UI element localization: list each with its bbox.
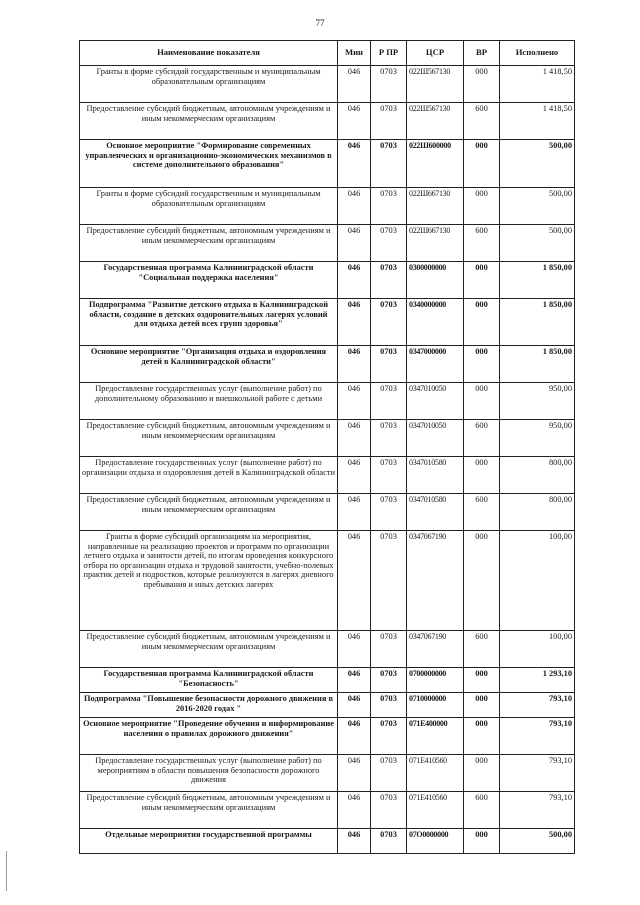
budget-execution-table: [79, 40, 575, 854]
cell-rpr: 0703: [371, 420, 407, 457]
cell-vr: 600: [464, 420, 500, 457]
page-number: 77: [315, 18, 325, 28]
cell-name: Предоставление государственных услуг (выполнение работ) по мероприятиям в области повышения безопасности дорожного движения: [80, 755, 338, 792]
cell-csr: 0347000000: [407, 346, 464, 383]
cell-done: 800,00: [500, 494, 575, 531]
table-row: [80, 457, 575, 494]
cell-csr: 0347010580: [407, 494, 464, 531]
cell-rpr: 0703: [371, 829, 407, 854]
cell-min: 046: [338, 829, 371, 854]
cell-min: 046: [338, 531, 371, 631]
cell-csr: 071Е410560: [407, 792, 464, 829]
cell-rpr: 0703: [371, 668, 407, 693]
cell-name: Отдельные мероприятия государственной программы: [80, 829, 338, 854]
cell-csr: 0347010050: [407, 420, 464, 457]
header-vr: ВР: [464, 41, 500, 66]
cell-csr: 0347067190: [407, 531, 464, 631]
cell-vr: 000: [464, 668, 500, 693]
cell-min: 046: [338, 755, 371, 792]
cell-rpr: 0703: [371, 225, 407, 262]
table-row: [80, 792, 575, 829]
table-row: [80, 420, 575, 457]
cell-min: 046: [338, 188, 371, 225]
cell-name: Основное мероприятие "Формирование современных управленческих и организационно-экономических механизмов в системе дополнительного образования": [80, 140, 338, 188]
table-row: [80, 494, 575, 531]
cell-min: 046: [338, 66, 371, 103]
table-row: [80, 140, 575, 188]
cell-done: 1 850,00: [500, 262, 575, 299]
cell-csr: 022Ш567130: [407, 66, 464, 103]
cell-csr: 022Ш667130: [407, 225, 464, 262]
cell-name: Предоставление субсидий бюджетным, автономным учреждениям и иным некоммерческим организациям: [80, 494, 338, 531]
cell-min: 046: [338, 718, 371, 755]
table-header-row: [80, 41, 575, 66]
cell-rpr: 0703: [371, 631, 407, 668]
cell-vr: 000: [464, 262, 500, 299]
cell-min: 046: [338, 420, 371, 457]
cell-done: 1 850,00: [500, 299, 575, 346]
cell-done: 500,00: [500, 140, 575, 188]
cell-min: 046: [338, 383, 371, 420]
cell-min: 046: [338, 262, 371, 299]
cell-csr: 0700000000: [407, 668, 464, 693]
cell-rpr: 0703: [371, 299, 407, 346]
cell-vr: 000: [464, 457, 500, 494]
table-row: [80, 188, 575, 225]
table-row: [80, 103, 575, 140]
cell-rpr: 0703: [371, 531, 407, 631]
table-row: [80, 668, 575, 693]
cell-vr: 600: [464, 631, 500, 668]
cell-vr: 000: [464, 346, 500, 383]
cell-min: 046: [338, 693, 371, 718]
cell-name: Подпрограмма "Повышение безопасности дорожного движения в 2016-2020 годах ": [80, 693, 338, 718]
table-row: [80, 718, 575, 755]
cell-csr: 022Ш667130: [407, 188, 464, 225]
cell-vr: 600: [464, 494, 500, 531]
cell-rpr: 0703: [371, 188, 407, 225]
cell-rpr: 0703: [371, 755, 407, 792]
table-row: [80, 383, 575, 420]
table-row: [80, 755, 575, 792]
cell-name: Гранты в форме субсидий государственным и муниципальным образовательным организациям: [80, 66, 338, 103]
cell-name: Государственная программа Калининградской области "Социальная поддержка населения": [80, 262, 338, 299]
cell-done: 793,10: [500, 718, 575, 755]
cell-name: Предоставление субсидий бюджетным, автономным учреждениям и иным некоммерческим организациям: [80, 631, 338, 668]
cell-done: 800,00: [500, 457, 575, 494]
cell-rpr: 0703: [371, 457, 407, 494]
cell-csr: 0340000000: [407, 299, 464, 346]
cell-done: 1 850,00: [500, 346, 575, 383]
table-row: [80, 346, 575, 383]
cell-rpr: 0703: [371, 693, 407, 718]
cell-vr: 000: [464, 299, 500, 346]
header-name: Наименование показателя: [80, 41, 338, 66]
cell-done: 100,00: [500, 631, 575, 668]
cell-done: 500,00: [500, 225, 575, 262]
cell-done: 793,10: [500, 792, 575, 829]
cell-name: Государственная программа Калининградской области "Безопасность": [80, 668, 338, 693]
cell-rpr: 0703: [371, 792, 407, 829]
cell-csr: 0347010580: [407, 457, 464, 494]
cell-csr: 022Ш567130: [407, 103, 464, 140]
cell-vr: 600: [464, 103, 500, 140]
cell-vr: 000: [464, 829, 500, 854]
cell-min: 046: [338, 494, 371, 531]
cell-vr: 600: [464, 792, 500, 829]
table-row: [80, 631, 575, 668]
cell-vr: 000: [464, 383, 500, 420]
cell-name: Предоставление субсидий бюджетным, автономным учреждениям и иным некоммерческим организациям: [80, 225, 338, 262]
cell-min: 046: [338, 631, 371, 668]
cell-vr: 000: [464, 66, 500, 103]
cell-done: 500,00: [500, 829, 575, 854]
header-csr: ЦСР: [407, 41, 464, 66]
table-row: [80, 531, 575, 631]
cell-csr: 0347010050: [407, 383, 464, 420]
cell-done: 500,00: [500, 188, 575, 225]
cell-done: 1 418,50: [500, 103, 575, 140]
cell-min: 046: [338, 225, 371, 262]
cell-vr: 000: [464, 531, 500, 631]
cell-min: 046: [338, 457, 371, 494]
cell-rpr: 0703: [371, 346, 407, 383]
cell-min: 046: [338, 140, 371, 188]
table-body: [80, 66, 575, 854]
cell-name: Предоставление государственных услуг (выполнение работ) по организации отдыха и оздоровления детей в Калининградской области: [80, 457, 338, 494]
table-row: [80, 262, 575, 299]
table-row: [80, 693, 575, 718]
cell-rpr: 0703: [371, 262, 407, 299]
cell-csr: 0710000000: [407, 693, 464, 718]
table-row: [80, 225, 575, 262]
cell-csr: 071Е400000: [407, 718, 464, 755]
cell-csr: 07О0000000: [407, 829, 464, 854]
cell-done: 100,00: [500, 531, 575, 631]
cell-vr: 000: [464, 718, 500, 755]
cell-rpr: 0703: [371, 383, 407, 420]
cell-min: 046: [338, 792, 371, 829]
cell-csr: 022Ш600000: [407, 140, 464, 188]
header-min: Мин: [338, 41, 371, 66]
cell-min: 046: [338, 668, 371, 693]
cell-min: 046: [338, 346, 371, 383]
margin-mark: [6, 851, 7, 891]
cell-rpr: 0703: [371, 103, 407, 140]
cell-done: 793,10: [500, 693, 575, 718]
cell-vr: 000: [464, 755, 500, 792]
cell-done: 950,00: [500, 420, 575, 457]
cell-name: Предоставление субсидий бюджетным, автономным учреждениям и иным некоммерческим организациям: [80, 420, 338, 457]
cell-done: 1 418,50: [500, 66, 575, 103]
cell-vr: 000: [464, 693, 500, 718]
cell-csr: 0300000000: [407, 262, 464, 299]
header-rpr: Р ПР: [371, 41, 407, 66]
cell-name: Подпрограмма "Развитие детского отдыха в Калининградской области, создание в детских оздоровительных лагерях условий для отдыха детей всех групп здоровья": [80, 299, 338, 346]
table-row: [80, 829, 575, 854]
cell-rpr: 0703: [371, 66, 407, 103]
cell-vr: 000: [464, 140, 500, 188]
cell-csr: 0347067190: [407, 631, 464, 668]
cell-rpr: 0703: [371, 718, 407, 755]
cell-name: Основное мероприятие "Проведение обучения и информирование населения о правилах дорожного движения": [80, 718, 338, 755]
cell-vr: 000: [464, 188, 500, 225]
table-row: [80, 299, 575, 346]
cell-done: 793,10: [500, 755, 575, 792]
cell-rpr: 0703: [371, 140, 407, 188]
cell-vr: 600: [464, 225, 500, 262]
cell-name: Гранты в форме субсидий государственным и муниципальным образовательным организациям: [80, 188, 338, 225]
cell-name: Предоставление государственных услуг (выполнение работ) по дополнительному образованию и внешкольной работе с детьми: [80, 383, 338, 420]
cell-min: 046: [338, 299, 371, 346]
cell-name: Предоставление субсидий бюджетным, автономным учреждениям и иным некоммерческим организациям: [80, 792, 338, 829]
cell-min: 046: [338, 103, 371, 140]
cell-done: 1 293,10: [500, 668, 575, 693]
cell-csr: 071Е410560: [407, 755, 464, 792]
cell-done: 950,00: [500, 383, 575, 420]
header-done: Исполнено: [500, 41, 575, 66]
cell-name: Гранты в форме субсидий организациям на мероприятия, направленные на реализацию проектов и программ по организации летнего отдыха и занятости детей, по итогам проведения конкурсного отбора по организации отдыха и трудовой занятости, учебно-полевых практик детей и подростков, которые реализуются в лагерях дневного пребывания и иных детских лагерях: [80, 531, 338, 631]
cell-name: Предоставление субсидий бюджетным, автономным учреждениям и иным некоммерческим организациям: [80, 103, 338, 140]
cell-rpr: 0703: [371, 494, 407, 531]
table-row: [80, 66, 575, 103]
cell-name: Основное мероприятие "Организация отдыха и оздоровления детей в Калининградской области": [80, 346, 338, 383]
